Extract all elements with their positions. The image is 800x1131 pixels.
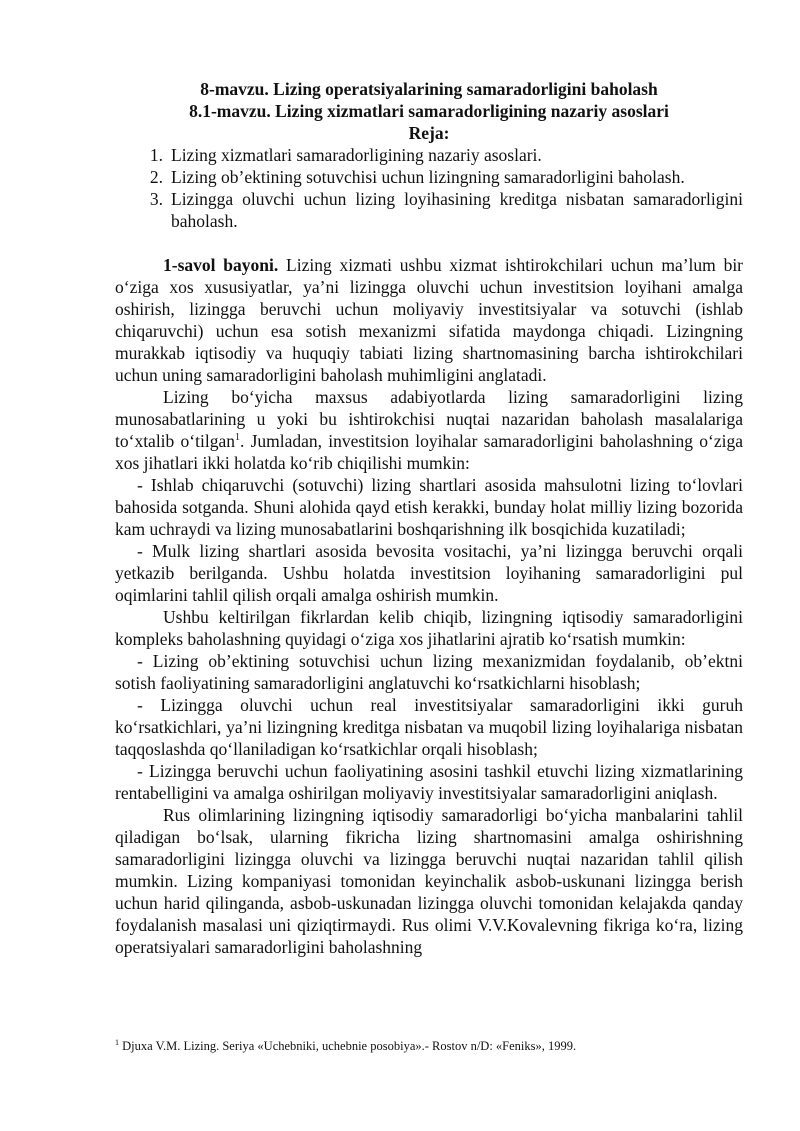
footnote [115,1038,743,1054]
paragraph-text: Lizing bo‘yicha maxsus adabiyotlarda lizing samaradorligini lizing munosabatlarining u yoki bu ishtirokchisi nuqtai nazaridan baholash masalalariga to‘xtalib o‘tilgan [115,387,743,451]
body-paragraph: Rus olimlarining lizingning iqtisodiy samaradorligi bo‘yicha manbalarini tahlil qiladigan bo‘lsak, ularning fikricha lizing shartnomasini amalga oshirishning samaradorligini lizingga oluvchi va lizingga beruvchi nuqtai nazaridan tahlil qilish mumkin. Lizing kompaniyasi tomonidan keyinchalik asbob-uskunani lizingga berish uchun harid qilinganda, asbob-uskunadan lizingga oluvchi tomonidan kelajakda qanday foydalanish masalasi uni qiziqtirmaydi. Rus olimi V.V.Kovalevning fikriga ko‘ra, lizing operatsiyalari samaradorligini baholashning [115,805,743,957]
plan-item [115,188,743,232]
plan-item-number: 2. [149,167,163,187]
footnote-mark: 1 [115,1037,119,1047]
dash-item: - Lizingga beruvchi uchun faoliyatining asosini tashkil etuvchi lizing xizmatlarining rentabelligini va amalga oshirilgan moliyaviy investitsiyalar samaradorligini aniqlash. [115,761,743,803]
dash-item: - Ishlab chiqaruvchi (sotuvchi) lizing shartlari asosida mahsulotni lizing to‘lovlari bahosida sotganda. Shuni alohida qayd etish kerakki, bunday holat milliy lizing bozorida kam uchraydi va lizing munosabatlarini boshqarishning ilk bosqichida kuzatiladi; [115,475,743,539]
body-paragraph: Ushbu keltirilgan fikrlardan kelib chiqib, lizingning iqtisodiy samaradorligini kompleks baholashning quyidagi o‘ziga xos jihatlarini ajratib ko‘rsatish mumkin: [115,607,743,649]
plan-item-number: 3. [149,189,163,209]
dash-item: - Lizing ob’ektining sotuvchisi uchun lizing mexanizmidan foydalanib, ob’ektni sotish faoliyatining samaradorligini anglatuvchi ko‘rsatkichlarni hisoblash; [115,651,743,693]
plan-heading: Reja: [408,123,450,143]
paragraph-text: Lizing xizmati ushbu xizmat ishtirokchilari uchun ma’lum bir o‘ziga xos xususiyatlar, ya’ni lizingga oluvchi uchun investitsion loyihani amalga oshirish, lizingga beruvchi uchun moliyaviy investitsiyalar va sotuvchi (ishlab chiqaruvchi) uchun esa sotish mexanizmi sifatida maydonga chiqadi. Lizingning murakkab iqtisodiy va huquqiy tabiati lizing shartnomasining barcha ishtirokchilari uchun uning samaradorligini baholash muhimligini anglatadi. [115,255,744,385]
footnote-reference[interactable]: 1 [234,432,240,444]
plan-item-number: 1. [149,145,163,165]
spacer [115,232,743,254]
paragraph-text: . Jumladan, investitsion loyihalar samaradorligini baholashning o‘ziga xos jihatlari ikki holatda ko‘rib chiqilishi mumkin: [115,431,743,473]
body-paragraph [115,386,743,474]
topic-title: 8-mavzu. Lizing operatsiyalarining samaradorligini baholash [200,79,658,99]
dash-item: - Lizingga oluvchi uchun real investitsiyalar samaradorligini ikki guruh ko‘rsatkichlari, ya’ni lizingning kreditga nisbatan va muqobil lizing loyihalariga nisbatan taqqoslashda qo‘llaniladigan ko‘rsatkichlar orqali hisoblash; [115,695,743,759]
plan-item-text: Lizing ob’ektining sotuvchisi uchun lizingning samaradorligini baholash. [171,167,685,187]
plan-list [115,144,743,232]
body-paragraph [115,254,743,386]
subtopic-title: 8.1-mavzu. Lizing xizmatlari samaradorligining nazariy asoslari [189,101,669,121]
question-label: 1-savol bayoni. [163,255,279,275]
plan-item [115,144,743,166]
plan-item [115,166,743,188]
footnote-text: Djuxa V.M. Lizing. Seriya «Uchebniki, uchebnie posobiya».- Rostov n/D: «Feniks», 1999. [119,1039,577,1053]
plan-item-text: Lizing xizmatlari samaradorligining nazariy asoslari. [171,145,542,165]
document-page [115,78,743,958]
plan-item-text: Lizingga oluvchi uchun lizing loyihasining kreditga nisbatan samaradorligini baholash. [171,189,743,231]
dash-item: - Mulk lizing shartlari asosida bevosita vositachi, ya’ni lizingga beruvchi orqali yetkazib berilganda. Ushbu holatda investitsion loyihaning samaradorligini pul oqimlarini tahlil qilish orqali amalga oshirish mumkin. [115,541,743,605]
